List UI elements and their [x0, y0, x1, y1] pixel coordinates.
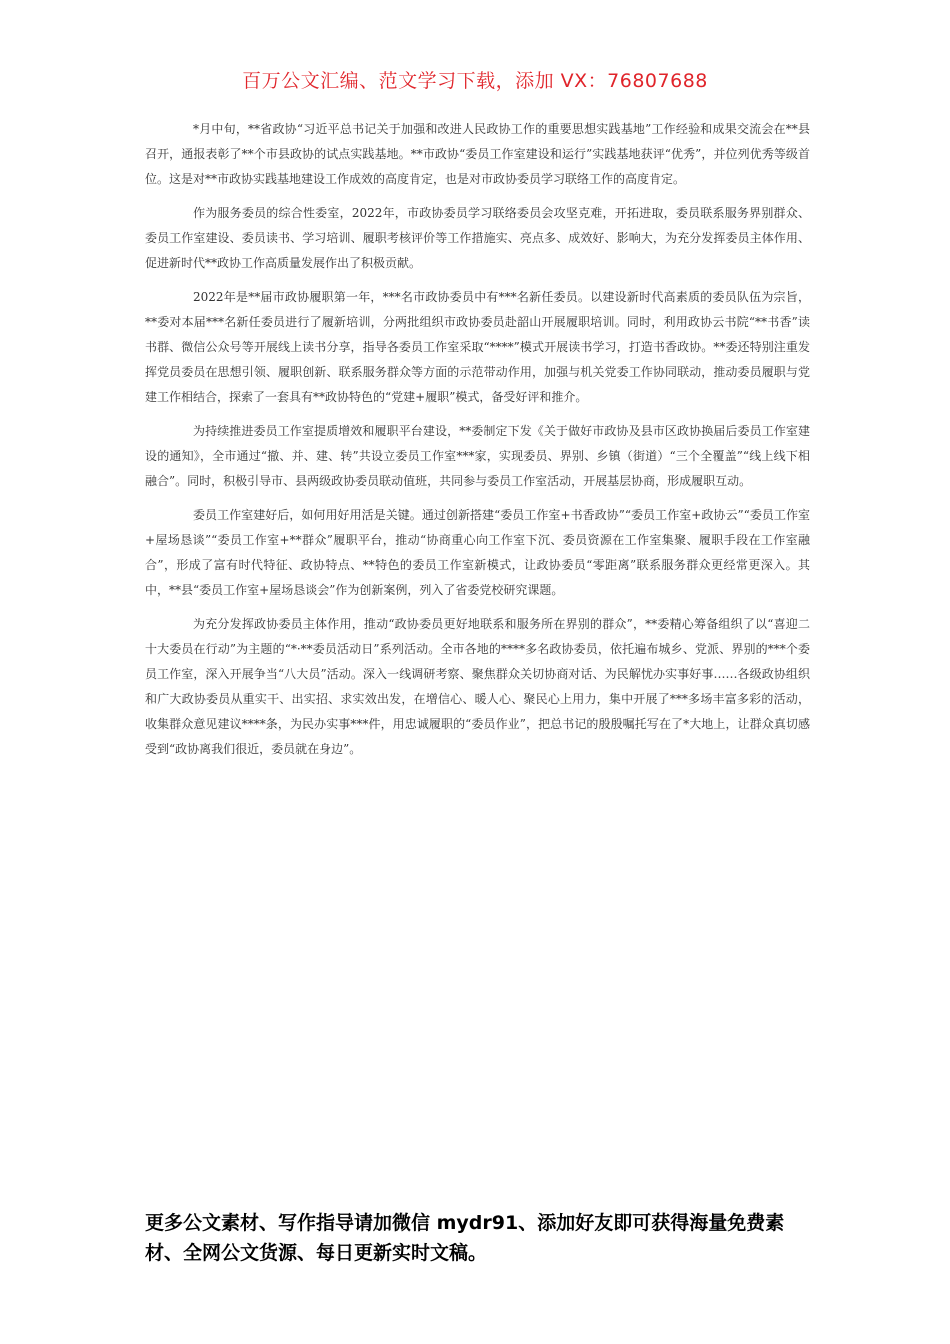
page-footer-ad: 更多公文素材、写作指导请加微信 mydr91、添加好友即可获得海量免费素材、全网公文货源、每日更新实时文稿。: [145, 1212, 785, 1264]
paragraph: 2022年是**届市政协履职第一年，***名市政协委员中有***名新任委员。以建设新时代高素质的委员队伍为宗旨，**委对本届***名新任委员进行了履新培训，分两批组织市政协委员赴韶山开展履职培训。同时，利用政协云书院“**书香”读书群、微信公众号等开展线上读书分享，指导各委员工作室采取“****”模式开展读书学习，打造书香政协。**委还特别注重发挥党员委员在思想引领、履职创新、联系服务群众等方面的示范带动作用，加强与机关党委工作协同联动，推动委员履职与党建工作相结合，探索了一套具有**政协特色的“党建+履职”模式，备受好评和推介。: [145, 290, 810, 404]
paragraph: *月中旬，**省政协“习近平总书记关于加强和改进人民政协工作的重要思想实践基地”工作经验和成果交流会在**县召开，通报表彰了**个市县政协的试点实践基地。**市政协“委员工作室建设和运行”实践基地获评“优秀”，并位列优秀等级首位。这是对**市政协实践基地建设工作成效的高度肯定，也是对市政协委员学习联络工作的高度肯定。: [145, 122, 810, 186]
paragraph: 为持续推进委员工作室提质增效和履职平台建设，**委制定下发《关于做好市政协及县市区政协换届后委员工作室建设的通知》，全市通过“撤、并、建、转”共设立委员工作室***家，实现委员、界别、乡镇（街道）“三个全覆盖”“线上线下相融合”。同时，积极引导市、县两级政协委员联动值班，共同参与委员工作室活动，开展基层协商，形成履职互动。: [145, 424, 810, 488]
page-header-ad: 百万公文汇编、范文学习下载，添加 VX：76807688: [242, 70, 708, 92]
paragraph: 作为服务委员的综合性委室，2022年，市政协委员学习联络委员会攻坚克难，开拓进取，委员联系服务界别群众、委员工作室建设、委员读书、学习培训、履职考核评价等工作措施实、亮点多、成效好、影响大，为充分发挥委员主体作用、促进新时代**政协工作高质量发展作出了积极贡献。: [145, 206, 810, 270]
document-body: [145, 117, 810, 771]
paragraph: 委员工作室建好后，如何用好用活是关键。通过创新搭建“委员工作室+书香政协”“委员工作室+政协云”“委员工作室+屋场恳谈”“委员工作室+**群众”履职平台，推动“协商重心向工作室下沉、委员资源在工作室集聚、履职手段在工作室融合”，形成了富有时代特征、政协特点、**特色的委员工作室新模式，让政协委员“零距离”联系服务群众更经常更深入。其中，**县“委员工作室+屋场恳谈会”作为创新案例，列入了省委党校研究课题。: [145, 508, 810, 597]
paragraph: 为充分发挥政协委员主体作用，推动“政协委员更好地联系和服务所在界别的群众”，**委精心筹备组织了以“喜迎二十大委员在行动”为主题的“*·**委员活动日”系列活动。全市各地的****多名政协委员，依托遍布城乡、党派、界别的***个委员工作室，深入开展争当“八大员”活动。深入一线调研考察、聚焦群众关切协商对话、为民解忧办实事好事……各级政协组织和广大政协委员从重实干、出实招、求实效出发，在增信心、暖人心、聚民心上用力，集中开展了***多场丰富多彩的活动，收集群众意见建议****条，为民办实事***件，用忠诚履职的“委员作业”，把总书记的殷殷嘱托写在了*大地上，让群众真切感受到“政协离我们很近，委员就在身边”。: [145, 617, 810, 756]
